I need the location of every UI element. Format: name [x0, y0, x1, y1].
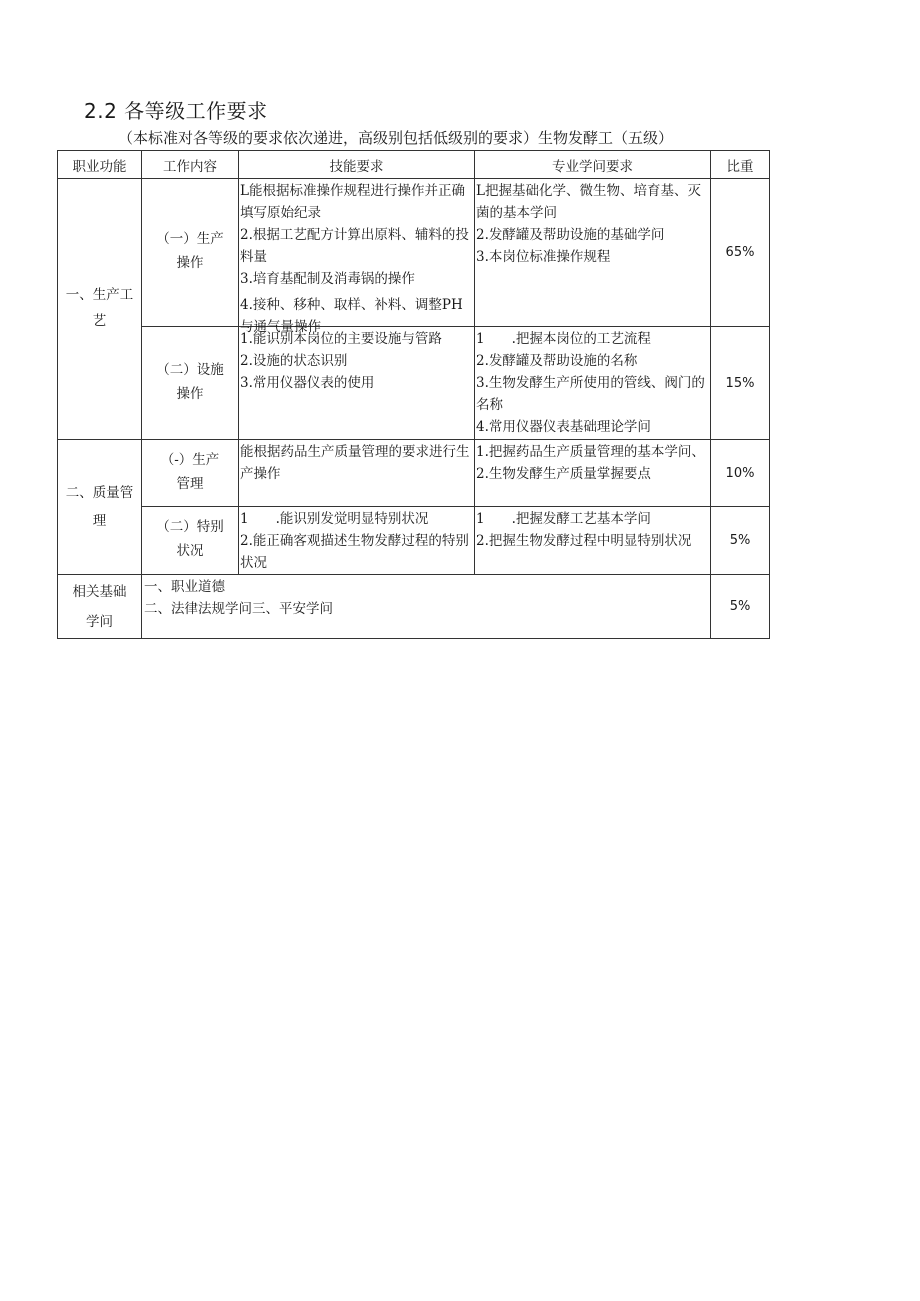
ratio-cell: 5%: [711, 507, 770, 575]
table-row: [58, 179, 770, 327]
function-name: 相关基础学问: [58, 575, 142, 639]
basic-knowledge-cell: [142, 575, 711, 639]
header-content: 工作内容: [142, 151, 239, 179]
table-row: [58, 327, 770, 440]
knowledge-cell: [475, 507, 711, 575]
table-row: [58, 507, 770, 575]
header-skills: 技能要求: [239, 151, 475, 179]
skill-item: 1 .能识别发觉明显特别状况: [240, 511, 429, 527]
skill-item: 3.培育基配制及消毒锅的操作: [240, 271, 415, 287]
knowledge-item: 3.本岗位标准操作规程: [476, 249, 611, 265]
ratio-cell: 15%: [711, 327, 770, 440]
subtitle: （本标准对各等级的要求依次递进，高级别包括低级别的要求）生物发酵工（五级）: [118, 129, 674, 147]
knowledge-cell: [475, 327, 711, 440]
work-content: （二）设施操作: [142, 327, 239, 440]
skills-cell: [239, 507, 475, 575]
knowledge-cell: [475, 179, 711, 327]
basic-item: 一、职业道德: [144, 579, 225, 595]
function-name: 一、生产工艺: [58, 179, 142, 440]
header-function: 职业功能: [58, 151, 142, 179]
section-title: 2.2 各等级工作要求: [84, 99, 268, 123]
work-content: （-）生产管理: [142, 440, 239, 507]
header-ratio: 比重: [711, 151, 770, 179]
skill-item: 1.能识别本岗位的主要设施与管路: [240, 331, 442, 347]
skill-item: 能根据药品生产质量管理的要求进行生产操作: [240, 444, 470, 482]
skill-item: 4.接种、移种、取样、补料、调整PH与通气量操作: [240, 297, 463, 335]
knowledge-item: 2.发酵罐及帮助设施的基础学问: [476, 227, 665, 243]
ratio-cell: 65%: [711, 179, 770, 327]
knowledge-item: 1 .把握本岗位的工艺流程: [476, 331, 651, 347]
skill-item: L能根据标准操作规程进行操作并正确填写原始纪录: [240, 183, 465, 221]
skill-item: 2.能正确客观描述生物发酵过程的特别状况: [240, 533, 469, 571]
knowledge-item: L把握基础化学、微生物、培育基、灭菌的基本学问: [476, 183, 701, 221]
skills-cell: [239, 327, 475, 440]
knowledge-cell: [475, 440, 711, 507]
work-content: （一）生产操作: [142, 179, 239, 327]
skills-cell: [239, 440, 475, 507]
skill-item: 2.设施的状态识别: [240, 353, 348, 369]
basic-item: 二、法律法规学问三、平安学问: [144, 601, 333, 617]
work-content: （二）特别状况: [142, 507, 239, 575]
knowledge-item: 3.生物发酵生产所使用的管线、阀门的名称: [476, 375, 705, 413]
knowledge-item: 2.生物发酵生产质量掌握要点: [476, 466, 651, 482]
knowledge-item: 1 .把握发酵工艺基本学问: [476, 511, 651, 527]
header-knowledge: 专业学问要求: [475, 151, 711, 179]
knowledge-item: 1.把握药品生产质量管理的基本学问、: [476, 444, 705, 460]
skills-cell: [239, 179, 475, 335]
header-row: [58, 151, 770, 179]
function-name: 二、质量管理: [58, 440, 142, 575]
ratio-cell: 5%: [711, 575, 770, 639]
table-row: [58, 575, 770, 639]
knowledge-item: 2.把握生物发酵过程中明显特别状况: [476, 533, 692, 549]
skill-item: 2.根据工艺配方计算出原料、辅料的投料量: [240, 227, 469, 265]
skill-item: 3.常用仪器仪表的使用: [240, 375, 375, 391]
knowledge-item: 4.常用仪器仪表基础理论学问: [476, 419, 651, 435]
ratio-cell: 10%: [711, 440, 770, 507]
requirements-table: [57, 150, 770, 639]
knowledge-item: 2.发酵罐及帮助设施的名称: [476, 353, 638, 369]
table-row: [58, 440, 770, 507]
